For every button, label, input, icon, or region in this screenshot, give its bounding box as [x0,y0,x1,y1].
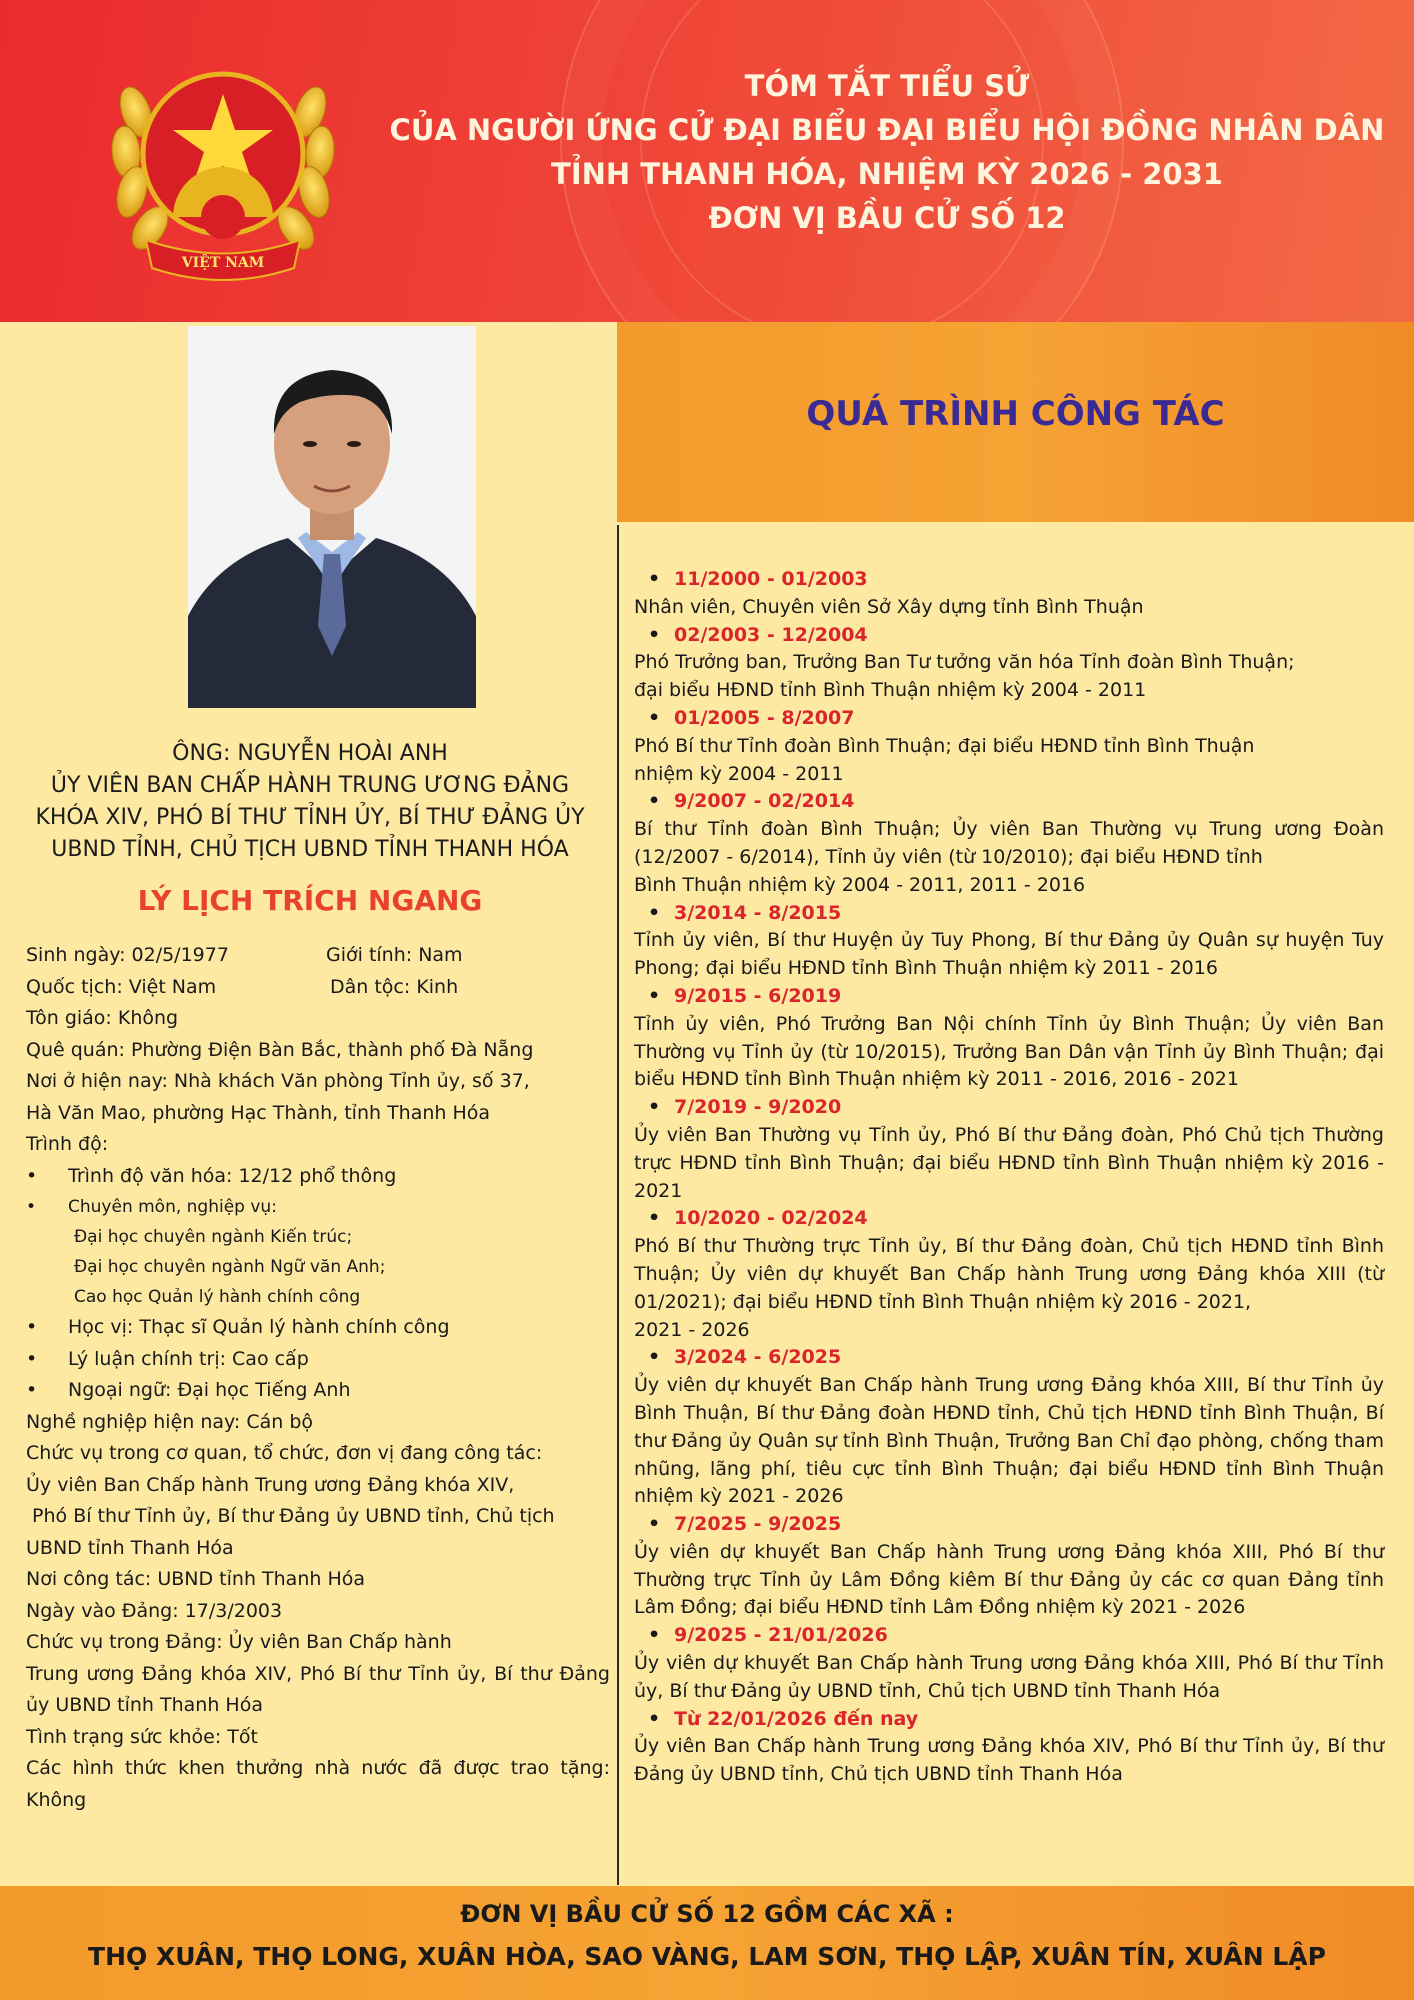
career-heading: QUÁ TRÌNH CÔNG TÁC [806,394,1225,434]
specialty-item-3: Cao học Quản lý hành chính công [74,1287,361,1307]
footer-title: ĐƠN VỊ BẦU CỬ SỐ 12 GỒM CÁC XÃ : [460,1900,954,1928]
political-theory-text: Lý luận chính trị: Cao cấp [68,1347,309,1370]
footer-banner [0,1886,1414,2000]
specialty-label [26,1192,610,1222]
gender: Giới tính: Nam [326,944,463,966]
career-period: • 9/2007 - 02/2014 [634,788,1384,816]
bio-details [26,940,610,1816]
portrait-photo [188,326,476,708]
hometown: Quê quán: Phường Điện Bàn Bắc, thành phố Đà Nẵng [26,1038,534,1061]
career-period: • 7/2019 - 9/2020 [634,1094,1384,1122]
candidate-title-1: ỦY VIÊN BAN CHẤP HÀNH TRUNG ƯƠNG ĐẢNG [50,773,570,798]
nationality: Quốc tịch: Việt Nam [26,975,217,998]
header-line-1: TÓM TẮT TIỂU SỬ [744,69,1030,103]
current-job: Nghề nghiệp hiện nay: Cán bộ [26,1410,314,1433]
header-line-3: TỈNH THANH HÓA, NHIỆM KỲ 2026 - 2031 [551,157,1223,191]
svg-text:VIỆT NAM: VIỆT NAM [181,255,265,271]
culture-level [26,1161,610,1193]
career-description: Phó Bí thư Tỉnh đoàn Bình Thuận; đại biểu HĐND tỉnh Bình Thuận nhiệm kỳ 2004 - 2011 [634,734,1255,785]
career-period: • Từ 22/01/2026 đến nay [634,1706,1384,1734]
education-label: Trình độ: [26,1133,109,1155]
residence-line-1: Nơi ở hiện nay: Nhà khách Văn phòng Tỉnh ủy, số 37, [26,1070,530,1092]
party-position-line-2: Trung ương Đảng khóa XIV, Phó Bí thư Tỉnh ủy, Bí thư Đảng ủy UBND tỉnh Thanh Hóa [26,1662,610,1716]
candidate-title-3: UBND TỈNH, CHỦ TỊCH UBND TỈNH THANH HÓA [51,837,569,862]
career-period: • 9/2015 - 6/2019 [634,983,1384,1011]
career-description: Phó Trưởng ban, Trưởng Ban Tư tưởng văn hóa Tỉnh đoàn Bình Thuận; đại biểu HĐND tỉnh Bình Thuận nhiệm kỳ 2004 - 2011 [634,651,1295,702]
specialty-label-text: Chuyên môn, nghiệp vụ: [68,1197,277,1217]
party-join-date: Ngày vào Đảng: 17/3/2003 [26,1599,283,1622]
career-header [617,322,1414,522]
career-description: Phó Bí thư Thường trực Tỉnh ủy, Bí thư Đảng đoàn, Chủ tịch HĐND tỉnh Bình Thuận; Ủy viên dự khuyết Ban Chấp hành Trung ương Đảng khóa XIII (từ 01/2021); đại biểu HĐND tỉnh Bình Thuận nhiệm kỳ 2016 - 2021, 2021 - 2026 [634,1235,1384,1341]
foreign-language [26,1375,610,1407]
position-line-3: UBND tỉnh Thanh Hóa [26,1536,234,1559]
specialty-item-1: Đại học chuyên ngành Kiến trúc; [74,1227,353,1247]
workplace: Nơi công tác: UBND tỉnh Thanh Hóa [26,1568,365,1590]
career-description: Ủy viên Ban Thường vụ Tỉnh ủy, Phó Bí thư Đảng đoàn, Phó Chủ tịch Thường trực HĐND tỉnh Bình Thuận; đại biểu HĐND tỉnh Bình Thuận nhiệm kỳ 2016 - 2021 [634,1123,1384,1202]
career-period: • 9/2025 - 21/01/2026 [634,1622,1384,1650]
career-period: • 01/2005 - 8/2007 [634,705,1384,733]
header-banner [0,0,1414,322]
academic-degree-text: Học vị: Thạc sĩ Quản lý hành chính công [68,1316,450,1338]
career-description: Ủy viên Ban Chấp hành Trung ương Đảng khóa XIV, Phó Bí thư Tỉnh ủy, Bí thư Đảng ủy UBND tỉnh, Chủ tịch UBND tỉnh Thanh Hóa [634,1735,1384,1786]
career-period: • 11/2000 - 01/2003 [634,566,1384,594]
political-theory [26,1344,610,1376]
career-description: Ủy viên dự khuyết Ban Chấp hành Trung ương Đảng khóa XIII, Bí thư Tỉnh ủy Bình Thuận, Bí thư Đảng đoàn HĐND tỉnh, Chủ tịch HĐND tỉnh Bình Thuận, Bí thư Đảng ủy Quân sự tỉnh Bình Thuận, Trưởng Ban Chỉ đạo phòng, chống tham nhũng, lãng phí, tiêu cực tỉnh Bình Thuận; đại biểu HĐND tỉnh Bình Thuận nhiệm kỳ 2021 - 2026 [634,1374,1384,1508]
position-line-2: Phó Bí thư Tỉnh ủy, Bí thư Đảng ủy UBND tỉnh, Chủ tịch [26,1505,555,1527]
career-description: Tỉnh ủy viên, Bí thư Huyện ủy Tuy Phong, Bí thư Đảng ủy Quân sự huyện Tuy Phong; đại biểu HĐND tỉnh Bình Thuận nhiệm kỳ 2011 - 2016 [634,929,1384,980]
career-description: Tỉnh ủy viên, Phó Trưởng Ban Nội chính Tỉnh ủy Bình Thuận; Ủy viên Ban Thường vụ Tỉnh ủy (từ 10/2015), Trưởng Ban Dân vận Tỉnh ủy Bình Thuận; đại biểu HĐND tỉnh Bình Thuận nhiệm kỳ 2011 - 2016, 2016 - 2021 [634,1012,1384,1091]
career-timeline [634,566,1384,1789]
career-period: • 7/2025 - 9/2025 [634,1511,1384,1539]
position-label: Chức vụ trong cơ quan, tổ chức, đơn vị đang công tác: [26,1442,543,1464]
career-period: • 3/2024 - 6/2025 [634,1344,1384,1372]
header-line-4: ĐƠN VỊ BẦU CỬ SỐ 12 [708,201,1066,235]
foreign-language-text: Ngoại ngữ: Đại học Tiếng Anh [68,1379,351,1401]
ethnicity: Dân tộc: Kinh [330,975,459,998]
birth-date: Sinh ngày: 02/5/1977 [26,944,229,966]
residence-line-2: Hà Văn Mao, phường Hạc Thành, tỉnh Thanh Hóa [26,1101,491,1124]
candidate-name: ÔNG: NGUYỄN HOÀI ANH [172,741,448,766]
candidate-title-2: KHÓA XIV, PHÓ BÍ THƯ TỈNH ỦY, BÍ THƯ ĐẢNG ỦY [35,805,585,830]
party-position-line-1: Chức vụ trong Đảng: Ủy viên Ban Chấp hành [26,1631,452,1653]
health-status: Tình trạng sức khỏe: Tốt [26,1725,258,1748]
specialty-item-2: Đại học chuyên ngành Ngữ văn Anh; [74,1257,386,1277]
career-period: • 02/2003 - 12/2004 [634,622,1384,650]
header-line-2: CỦA NGƯỜI ỨNG CỬ ĐẠI BIỂU ĐẠI BIỂU HỘI ĐỒNG NHÂN DÂN [389,113,1385,147]
academic-degree [26,1312,610,1344]
career-period: • 10/2020 - 02/2024 [634,1205,1384,1233]
religion: Tôn giáo: Không [26,1007,179,1029]
career-description: Nhân viên, Chuyên viên Sở Xây dựng tỉnh Bình Thuận [634,595,1144,618]
state-awards: Các hình thức khen thưởng nhà nước đã được trao tặng: Không [26,1757,610,1811]
national-emblem-icon [98,42,348,292]
career-description: Ủy viên dự khuyết Ban Chấp hành Trung ương Đảng khóa XIII, Phó Bí thư Thường trực Tỉnh ủy Lâm Đồng kiêm Bí thư Đảng ủy các cơ quan Đảng tỉnh Lâm Đồng; đại biểu HĐND tỉnh Lâm Đồng nhiệm kỳ 2021 - 2026 [634,1540,1384,1619]
position-line-1: Ủy viên Ban Chấp hành Trung ương Đảng khóa XIV, [26,1473,515,1496]
career-description: Ủy viên dự khuyết Ban Chấp hành Trung ương Đảng khóa XIII, Phó Bí thư Tỉnh ủy, Bí thư Đảng ủy UBND tỉnh, Chủ tịch UBND tỉnh Thanh Hóa [634,1652,1384,1702]
footer-communes: THỌ XUÂN, THỌ LONG, XUÂN HÒA, SAO VÀNG, LAM SƠN, THỌ LẬP, XUÂN TÍN, XUÂN LẬP [88,1942,1326,1971]
career-period: • 3/2014 - 8/2015 [634,900,1384,928]
column-divider [617,525,619,1885]
header-title [360,64,1414,240]
candidate-name-block [0,738,620,866]
career-description: Bí thư Tỉnh đoàn Bình Thuận; Ủy viên Ban Thường vụ Trung ương Đoàn (12/2007 - 6/2014), Tỉnh ủy viên (từ 10/2010); đại biểu HĐND tỉnh Bình Thuận nhiệm kỳ 2004 - 2011, 2011 - 2016 [634,818,1384,896]
bio-heading: LÝ LỊCH TRÍCH NGANG [137,884,483,917]
culture-level-text: Trình độ văn hóa: 12/12 phổ thông [68,1164,397,1187]
